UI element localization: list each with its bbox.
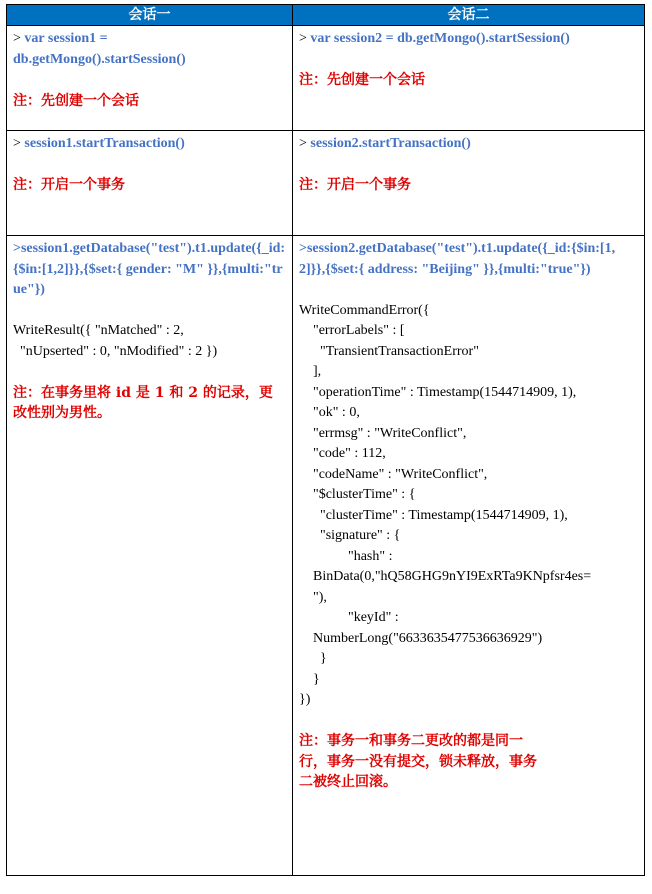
code-line: session2.startTransaction() bbox=[306, 136, 471, 151]
error-line: "signature" : { bbox=[299, 528, 401, 543]
header-row bbox=[7, 5, 645, 26]
table-row bbox=[7, 26, 645, 131]
error-line: BinData(0,"hQ58GHG9nYI9ExRTa9KNpfsr4es= bbox=[299, 569, 592, 584]
code-line: var session2 = db.getMongo().startSession() bbox=[306, 31, 570, 46]
prompt: > bbox=[299, 31, 307, 46]
error-line: "clusterTime" : Timestamp(1544714909, 1), bbox=[299, 507, 568, 523]
code-line: var session1 = bbox=[20, 31, 108, 46]
error-line: } bbox=[299, 671, 320, 687]
error-line: "code" : 112, bbox=[299, 446, 386, 461]
error-line: "operationTime" : Timestamp(1544714909, 1), bbox=[299, 384, 577, 400]
result-line: WriteResult({ "nMatched" : 2, bbox=[13, 323, 184, 338]
code-line: session1.startTransaction() bbox=[20, 136, 185, 151]
note-text: 注：先创建一个会话 bbox=[13, 92, 139, 109]
cell-s1-start-transaction bbox=[7, 131, 293, 236]
error-line: "errmsg" : "WriteConflict", bbox=[299, 425, 467, 441]
error-line: }) bbox=[299, 692, 311, 707]
result-line: "nUpserted" : 0, "nModified" : 2 }) bbox=[13, 343, 218, 359]
error-line: "hash" : bbox=[299, 548, 393, 564]
note-line: 行，事务一没有提交，锁未释放，事务 bbox=[299, 753, 537, 770]
cell-s2-start-transaction bbox=[293, 131, 645, 236]
prompt: > bbox=[13, 31, 21, 46]
error-line: "ok" : 0, bbox=[299, 405, 360, 420]
table-row bbox=[7, 236, 645, 876]
session-comparison-table bbox=[6, 4, 645, 876]
error-output bbox=[299, 301, 638, 711]
code-line: db.getMongo().startSession() bbox=[13, 51, 186, 67]
error-line: "TransientTransactionError" bbox=[299, 343, 479, 359]
prompt: > bbox=[13, 136, 21, 151]
table-row bbox=[7, 131, 645, 236]
header-session1: 会话一 bbox=[7, 5, 293, 26]
note-text: 注：开启一个事务 bbox=[299, 177, 411, 193]
error-line: "), bbox=[299, 589, 327, 605]
error-line: "codeName" : "WriteConflict", bbox=[299, 466, 488, 482]
cell-s1-update bbox=[7, 236, 293, 876]
error-line: NumberLong("6633635477536636929") bbox=[299, 630, 543, 646]
cell-s2-update bbox=[293, 236, 645, 876]
note-text: 注：在事务里将 id 是 1 和 2 的记录，更改性别为男性。 bbox=[13, 384, 273, 421]
code-line: >session1.getDatabase("test").t1.update({_id:{$in:[1,2]}},{$set:{ gender: "M" }},{multi:"true"}) bbox=[13, 241, 286, 297]
note-line: 注：事务一和事务二更改的都是同一 bbox=[299, 733, 523, 749]
code-line: >session2.getDatabase("test").t1.update({_id:{$in:[1,2]}},{$set:{ address: "Beijing" }},{multi:"true"}) bbox=[299, 241, 616, 277]
cell-s2-create-session bbox=[293, 26, 645, 131]
note-text: 注：先创建一个会话 bbox=[299, 72, 425, 88]
error-line: "$clusterTime" : { bbox=[299, 487, 416, 502]
error-line: WriteCommandError({ bbox=[299, 302, 430, 318]
prompt: > bbox=[299, 136, 307, 151]
error-line: "keyId" : bbox=[299, 610, 399, 625]
error-line: } bbox=[299, 651, 327, 666]
error-line: "errorLabels" : [ bbox=[299, 323, 405, 338]
error-line: ], bbox=[299, 364, 322, 379]
note-text bbox=[299, 731, 638, 793]
header-session2: 会话二 bbox=[293, 5, 645, 26]
note-line: 二被终止回滚。 bbox=[299, 774, 397, 790]
note-text: 注：开启一个事务 bbox=[13, 177, 125, 193]
cell-s1-create-session bbox=[7, 26, 293, 131]
